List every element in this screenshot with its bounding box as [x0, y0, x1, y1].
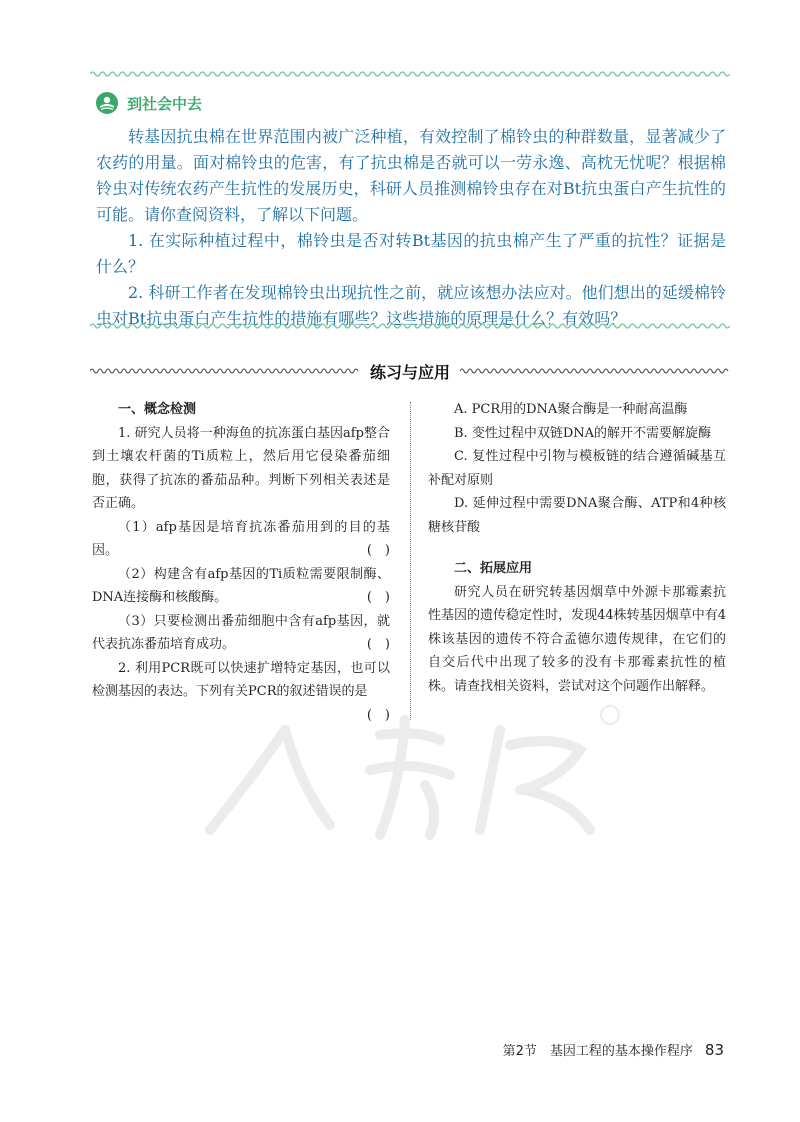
box-body — [96, 124, 726, 332]
box-question-1: 1. 在实际种植过程中，棉铃虫是否对转Bt基因的抗虫棉产生了严重的抗性？证据是什么？ — [96, 231, 726, 276]
header-wave-left — [90, 366, 360, 376]
option-c: C. 复性过程中引物与模板链的结合遵循碱基互补配对原则 — [428, 449, 726, 488]
answer-blank: ( ) — [366, 637, 390, 652]
answer-blank: ( ) — [366, 543, 390, 558]
publisher-watermark-logo — [190, 690, 630, 850]
item-text: （2）构建含有afp基因的Ti质粒需要限制酶、DNA连接酶和核酸酶。 — [92, 566, 390, 605]
column-divider — [410, 402, 411, 720]
concept-check-heading: 一、概念检测 — [118, 402, 197, 417]
section-title: 练习与应用 — [370, 362, 451, 382]
box-header — [95, 90, 202, 116]
header-wave-right — [460, 366, 730, 376]
answer-blank: ( ) — [366, 590, 390, 605]
box-top-border — [90, 70, 730, 78]
item-text: （3）只要检测出番茄细胞中含有afp基因，就代表抗冻番茄培育成功。 — [92, 613, 390, 652]
item-text: 2. 利用PCR既可以快速扩增特定基因，也可以检测基因的表达。下列有关PCR的叙述错误的是 — [92, 660, 390, 699]
left-column — [92, 398, 390, 727]
box-paragraph: 转基因抗虫棉在世界范围内被广泛种植，有效控制了棉铃虫的种群数量，显著减少了农药的用量。面对棉铃虫的危害，有了抗虫棉是否就可以一劳永逸、高枕无忧呢？根据棉铃虫对传统农药产生抗性的发展历史，科研人员推测棉铃虫存在对Bt抗虫蛋白产生抗性的可能。请你查阅资料，了解以下问题。 — [96, 127, 726, 224]
society-globe-icon — [95, 91, 119, 115]
option-b: B. 变性过程中双链DNA的解开不需要解旋酶 — [454, 425, 712, 441]
extension-body: 研究人员在研究转基因烟草中外源卡那霉素抗性基因的遗传稳定性时，发现44株转基因烟草中有4株该基因的遗传不符合孟德尔遗传规律，在它们的自交后代中出现了较多的没有卡那霉素抗性的植株。请查找相关资料，尝试对这个问题作出解释。 — [428, 584, 726, 694]
question-1-stem: 1. 研究人员将一种海鱼的抗冻蛋白基因afp整合到土壤农杆菌的Ti质粒上，然后用它侵染番茄细胞，获得了抗冻的番茄品种。判断下列相关表述是否正确。 — [92, 425, 390, 511]
answer-blank: ( ) — [366, 707, 390, 723]
option-d: D. 延伸过程中需要DNA聚合酶、ATP和4种核糖核苷酸 — [428, 496, 726, 535]
box-title: 到社会中去 — [127, 94, 203, 113]
question-1-item-3 — [92, 610, 390, 657]
box-bottom-border — [90, 322, 730, 330]
right-column — [428, 398, 726, 698]
page-number: 83 — [704, 1041, 724, 1059]
question-1-item-1 — [92, 516, 390, 563]
footer-section-title: 第2节 基因工程的基本操作程序 — [502, 1044, 693, 1059]
option-a: A. PCR用的DNA聚合酶是一种耐高温酶 — [454, 402, 688, 417]
page-footer — [503, 1040, 724, 1059]
spacer — [428, 539, 726, 557]
exercise-section-header — [90, 358, 730, 384]
extension-heading: 二、拓展应用 — [454, 561, 533, 576]
box-question-2: 2. 科研工作者在发现棉铃虫出现抗性之前，就应该想办法应对。他们想出的延缓棉铃虫对Bt抗虫蛋白产生抗性的措施有哪些？这些措施的原理是什么？有效吗？ — [96, 283, 726, 328]
question-1-item-2 — [92, 563, 390, 610]
item-text: （1）afp基因是培育抗冻番茄用到的目的基因。 — [92, 519, 390, 558]
